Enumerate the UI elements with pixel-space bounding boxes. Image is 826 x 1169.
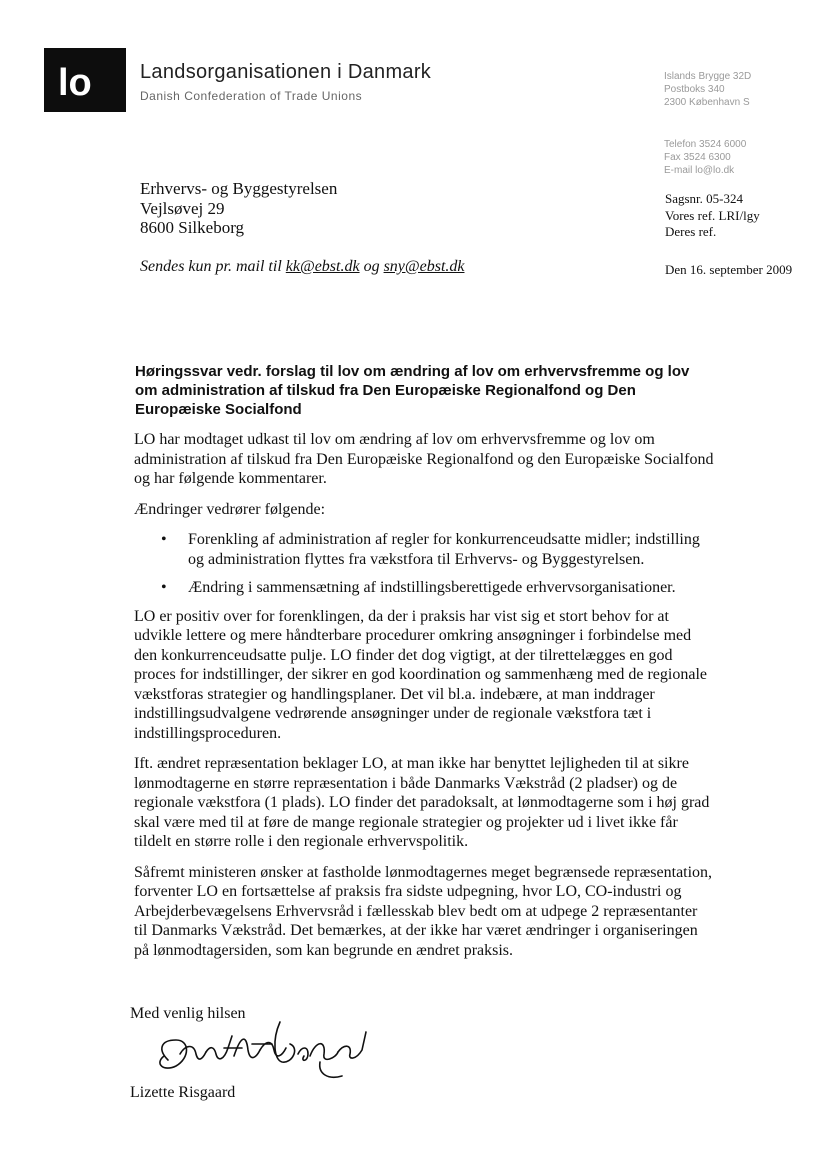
body-paragraph: Ændringer vedrører følgende: [134, 500, 326, 518]
change-list [134, 530, 714, 598]
address-line: Islands Brygge 32D [664, 71, 752, 82]
body-paragraph: Såfremt ministeren ønsker at fastholde lønmodtagernes meget begrænsede repræsentation, forventer LO en fortsættelse af praksis fra sidste udpegning, hvor LO, CO-industri og Arbejderbevægelsens Erhvervsråd i fællesskab blev bedt om at udpege 2 repræsentanter til Danmarks Vækstråd. Det bemærkes, at der ikke har været ændringer i organiseringen på lønmodtagersiden, som kan begrunde en ændret praksis. [134, 863, 713, 959]
contact-fax: Fax 3524 6300 [664, 152, 731, 163]
our-reference: Vores ref. LRI/lgy [665, 207, 760, 223]
bullet-icon: • [161, 579, 167, 596]
list-item-text: Ændring i sammensætning af indstillingsberettigede erhvervsorganisationer. [188, 579, 676, 596]
recipient-line: Vejlsøvej 29 [140, 198, 225, 218]
case-number: Sagsnr. 05-324 [665, 191, 743, 206]
body-paragraph: LO har modtaget udkast til lov om ændring af lov om erhvervsfremme og lov om administration af tilskud fra Den Europæiske Regionalfond og den Europæiske Socialfond og har følgende kommentarer. [134, 431, 714, 487]
handwritten-signature [150, 1010, 380, 1090]
list-item-text: Forenkling af administration af regler for konkurrenceudsatte midler; indstilling og administration flyttes fra vækstfora til Erhvervs- og Byggestyrelsen. [188, 531, 700, 568]
letter-date: Den 16. september 2009 [665, 262, 793, 277]
contact-email: E-mail lo@lo.dk [664, 165, 735, 176]
reference-block [665, 191, 760, 241]
body-paragraph: LO er positiv over for forenklingen, da der i praksis har vist sig et stort behov for at udvikle lettere og mere håndterbare procedurer omkring ansøgninger i forbindelse med den konkurrenceudsatte pulje. LO finder det dog vigtigt, at der tilrettelægges en god proces for indstillinger, der sikrer en god koordination og sammenhæng med de regionale vækstforas strategier og handlingsplaner. Det vil bl.a. indebære, at man inddrager indstillingsudvalgene vedrørende ansøgninger under de regionale vækstfora tæt i indstillingsproceduren. [134, 607, 707, 742]
bullet-icon: • [161, 531, 167, 548]
recipient-line: 8600 Silkeborg [140, 218, 245, 237]
address-line: Postboks 340 [664, 84, 725, 95]
email-link-sny[interactable]: sny@ebst.dk [383, 258, 465, 275]
address-line: 2300 København S [664, 97, 750, 108]
send-note [140, 258, 464, 276]
list-item [134, 530, 714, 569]
signer-name: Lizette Risgaard [130, 1084, 236, 1101]
logo-text: lo [58, 62, 92, 104]
recipient-line: Erhvervs- og Byggestyrelsen [140, 179, 338, 198]
org-contact [664, 138, 746, 177]
send-note-prefix: Sendes kun pr. mail til [140, 258, 286, 275]
org-name-english: Danish Confederation of Trade Unions [140, 89, 363, 103]
contact-phone: Telefon 3524 6000 [664, 139, 747, 150]
letter-subject: Høringssvar vedr. forslag til lov om ændring af lov om erhvervsfremme og lov om administration af tilskud fra Den Europæiske Regionalfond og Den Europæiske Socialfond [135, 363, 690, 418]
org-name: Landsorganisationen i Danmark [140, 61, 432, 83]
send-note-middle: og [359, 258, 384, 275]
list-item [134, 578, 714, 598]
email-link-kk[interactable]: kk@ebst.dk [285, 258, 360, 275]
org-address [664, 70, 751, 109]
your-reference: Deres ref. [665, 224, 717, 239]
body-paragraph: Ift. ændret repræsentation beklager LO, at man ikke har benyttet lejligheden til at sikre lønmodtagerne en større repræsentation i både Danmarks Vækstråd (2 pladser) og de regionale vækstfora (1 plads). LO finder det paradoksalt, at lønmodtagerne som i høj grad skal være med til at føre de mange regionale strategier og projekter ud i livet ikke får tildelt en større rolle i den regionale erhvervspolitik. [134, 755, 710, 850]
lo-logo [44, 48, 126, 112]
recipient-address [140, 179, 337, 238]
closing-greeting: Med venlig hilsen [130, 1005, 246, 1022]
letter-body [134, 430, 714, 971]
